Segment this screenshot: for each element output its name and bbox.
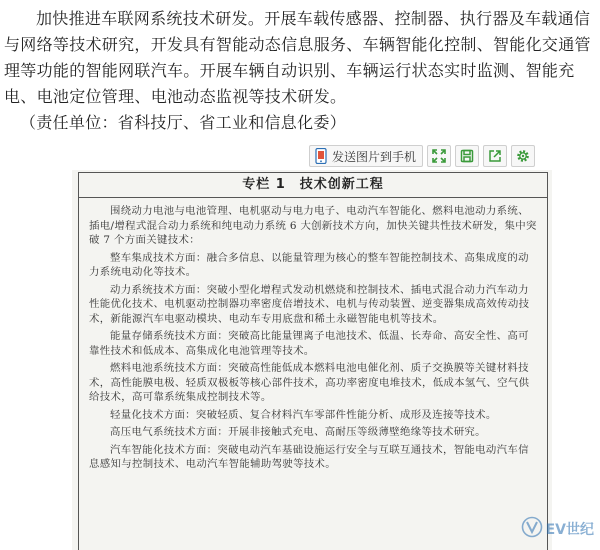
phone-send-icon — [314, 148, 328, 164]
column-paragraph: 汽车智能化技术方面：突破电动汽车基础设施运行安全与互联互通技术，智能电动汽车信息感知与控制技术、电动汽车智能辅助驾驶等技术。 — [89, 443, 529, 470]
image-toolbar — [309, 145, 535, 167]
column-paragraph: 高压电气系统技术方面：开展非接触式充电、高耐压等级薄壁绝缘等技术研究。 — [110, 426, 486, 438]
article-paragraph: 加快推进车联网系统技术研发。开展车载传感器、控制器、执行器及车载通信与网络等技术研究，开发具有智能动态信息服务、车辆智能化控制、智能化交通管理等功能的智能网联汽车。开展车辆自动识别、车辆运行状态实时监测、智能充电、电池定位管理、电池动态监视等技术研发。 — [4, 9, 591, 106]
share-icon — [488, 149, 502, 163]
watermark-text: EV世纪 — [545, 522, 594, 538]
send-to-phone-button[interactable] — [309, 145, 423, 167]
article-text — [4, 6, 596, 136]
column-paragraph: 动力系统技术方面：突破小型化增程式发动机燃烧和控制技术、插电式混合动力汽车动力性能优化技术、电机驱动控制器功率密度倍增技术、电机与传动装置、逆变器集成高效传动技术，新能源汽车电驱动模块、电动车专用底盘和稀土永磁智能电机等技术。 — [89, 283, 530, 325]
document-image — [72, 170, 552, 550]
gear-icon — [516, 149, 530, 163]
column-paragraph: 围绕动力电池与电池管理、电机驱动与电力电子、电动汽车智能化、燃料电池动力系统、插电/增程式混合动力系统和纯电动力系统 6 大创新技术方向，加快关键共性技术研发，集中突破 7 个方面关键技术： — [89, 205, 537, 246]
column-body — [79, 198, 547, 472]
expand-icon — [432, 149, 446, 163]
fullscreen-button[interactable] — [427, 145, 451, 167]
column-title — [79, 173, 547, 198]
save-icon — [460, 149, 474, 163]
column-paragraph: 燃料电池系统技术方面：突破高性能低成本燃料电池电催化剂、质子交换膜等关键材料技术，高性能膜电极、轻质双极板等核心部件技术，高功率密度电堆技术，低成本氢气、空气供给技术，高可靠系统集成控制技术等。 — [89, 362, 530, 403]
column-title-text: 技术创新工程 — [299, 177, 384, 192]
share-button[interactable] — [483, 145, 507, 167]
column-paragraph: 轻量化技术方面：突破轻质、复合材料汽车零部件性能分析、成形及连接等技术。 — [110, 408, 497, 421]
column-paragraph: 整车集成技术方面：融合多信息、以能量管理为核心的整车智能控制技术、高集成度的动力系统电动化等技术。 — [89, 251, 529, 278]
settings-button[interactable] — [511, 145, 535, 167]
column-box — [78, 172, 548, 550]
watermark-logo — [521, 516, 594, 542]
save-image-button[interactable] — [455, 145, 479, 167]
send-to-phone-label: 发送图片到手机 — [332, 149, 417, 164]
responsibility-note: （责任单位：省科技厅、省工业和信息化委） — [20, 113, 347, 132]
ev-logo-icon — [521, 516, 543, 542]
column-paragraph: 能量存储系统技术方面：突破高比能量锂离子电池技术、低温、长寿命、高安全性、高可靠性技术和低成本、高集成化电池管理等技术。 — [89, 330, 529, 357]
column-title-prefix: 专栏 1 — [242, 177, 286, 192]
